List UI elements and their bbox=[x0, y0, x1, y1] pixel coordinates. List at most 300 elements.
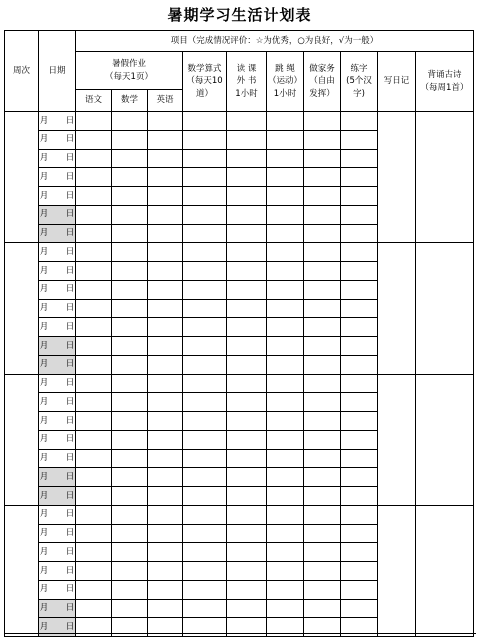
activity-cell[interactable] bbox=[304, 599, 341, 618]
activity-cell[interactable] bbox=[112, 449, 148, 468]
activity-cell[interactable] bbox=[76, 168, 112, 187]
recite-sub: （每周1首） bbox=[420, 82, 469, 93]
activity-cell[interactable] bbox=[148, 112, 183, 131]
activity-cell[interactable] bbox=[148, 599, 183, 618]
day-label: 日 bbox=[65, 209, 75, 220]
activity-cell[interactable] bbox=[148, 468, 183, 487]
recite-cell[interactable] bbox=[416, 505, 474, 636]
recite-cell[interactable] bbox=[416, 112, 474, 243]
activity-cell[interactable] bbox=[341, 130, 378, 149]
activity-cell[interactable] bbox=[267, 187, 304, 206]
activity-cell[interactable] bbox=[76, 562, 112, 581]
activity-cell[interactable] bbox=[304, 224, 341, 243]
month-label: 月 bbox=[39, 153, 49, 164]
activity-cell[interactable] bbox=[304, 318, 341, 337]
day-label: 日 bbox=[65, 378, 75, 389]
day-label: 日 bbox=[65, 603, 75, 614]
date-cell[interactable] bbox=[39, 112, 76, 131]
diary-cell[interactable] bbox=[378, 374, 416, 505]
activity-cell[interactable] bbox=[148, 543, 183, 562]
month-label: 月 bbox=[39, 359, 49, 370]
activity-cell[interactable] bbox=[183, 187, 227, 206]
activity-cell[interactable] bbox=[148, 130, 183, 149]
activity-cell[interactable] bbox=[148, 505, 183, 524]
activity-cell[interactable] bbox=[267, 224, 304, 243]
activity-cell[interactable] bbox=[112, 580, 148, 599]
diary-cell[interactable] bbox=[378, 505, 416, 636]
activity-cell[interactable] bbox=[227, 524, 267, 543]
date-cell[interactable] bbox=[39, 337, 76, 356]
activity-cell[interactable] bbox=[148, 299, 183, 318]
activity-cell[interactable] bbox=[341, 224, 378, 243]
month-label: 月 bbox=[39, 246, 49, 257]
activity-cell[interactable] bbox=[148, 412, 183, 431]
activity-cell[interactable] bbox=[267, 243, 304, 262]
activity-cell[interactable] bbox=[341, 299, 378, 318]
date-cell[interactable] bbox=[39, 149, 76, 168]
project-legend: 项目（完成情况评价：☆为优秀，○为良好，√为一般） bbox=[76, 31, 474, 52]
recite-cell[interactable] bbox=[416, 374, 474, 505]
activity-cell[interactable] bbox=[112, 299, 148, 318]
activity-cell[interactable] bbox=[341, 168, 378, 187]
activity-cell[interactable] bbox=[112, 262, 148, 281]
activity-cell[interactable] bbox=[227, 505, 267, 524]
date-cell[interactable] bbox=[39, 393, 76, 412]
activity-cell[interactable] bbox=[341, 580, 378, 599]
activity-cell[interactable] bbox=[148, 449, 183, 468]
activity-cell[interactable] bbox=[341, 393, 378, 412]
month-label: 月 bbox=[39, 565, 49, 576]
activity-cell[interactable] bbox=[112, 393, 148, 412]
reading-l3: 1小时 bbox=[235, 88, 258, 99]
activity-cell[interactable] bbox=[267, 374, 304, 393]
activity-cell[interactable] bbox=[112, 543, 148, 562]
activity-cell[interactable] bbox=[267, 487, 304, 506]
activity-cell[interactable] bbox=[183, 430, 227, 449]
activity-cell[interactable] bbox=[227, 187, 267, 206]
month-label: 月 bbox=[39, 115, 49, 126]
activity-cell[interactable] bbox=[148, 337, 183, 356]
activity-cell[interactable] bbox=[227, 318, 267, 337]
activity-cell[interactable] bbox=[304, 187, 341, 206]
activity-cell[interactable] bbox=[148, 524, 183, 543]
activity-cell[interactable] bbox=[304, 562, 341, 581]
activity-cell[interactable] bbox=[76, 374, 112, 393]
writing-header bbox=[341, 52, 378, 112]
day-label: 日 bbox=[65, 471, 75, 482]
date-cell[interactable] bbox=[39, 412, 76, 431]
activity-cell[interactable] bbox=[304, 280, 341, 299]
activity-cell[interactable] bbox=[267, 412, 304, 431]
activity-cell[interactable] bbox=[267, 562, 304, 581]
activity-cell[interactable] bbox=[267, 280, 304, 299]
activity-cell[interactable] bbox=[341, 505, 378, 524]
activity-cell[interactable] bbox=[183, 412, 227, 431]
activity-cell[interactable] bbox=[76, 299, 112, 318]
activity-cell[interactable] bbox=[341, 524, 378, 543]
activity-cell[interactable] bbox=[76, 487, 112, 506]
activity-cell[interactable] bbox=[76, 112, 112, 131]
activity-cell[interactable] bbox=[183, 374, 227, 393]
activity-cell[interactable] bbox=[341, 318, 378, 337]
day-row bbox=[5, 374, 474, 393]
activity-cell[interactable] bbox=[341, 374, 378, 393]
reading-l2: 外 书 bbox=[236, 76, 257, 87]
activity-cell[interactable] bbox=[227, 468, 267, 487]
activity-cell[interactable] bbox=[341, 149, 378, 168]
activity-cell[interactable] bbox=[76, 412, 112, 431]
month-label: 月 bbox=[39, 303, 49, 314]
activity-cell[interactable] bbox=[341, 112, 378, 131]
activity-cell[interactable] bbox=[227, 599, 267, 618]
date-header: 日期 bbox=[39, 31, 76, 112]
activity-cell[interactable] bbox=[76, 524, 112, 543]
date-cell[interactable] bbox=[39, 505, 76, 524]
activity-cell[interactable] bbox=[341, 487, 378, 506]
activity-cell[interactable] bbox=[227, 430, 267, 449]
activity-cell[interactable] bbox=[341, 468, 378, 487]
summer-homework-label: 暑假作业 bbox=[111, 59, 146, 70]
activity-cell[interactable] bbox=[76, 149, 112, 168]
activity-cell[interactable] bbox=[304, 412, 341, 431]
activity-cell[interactable] bbox=[227, 149, 267, 168]
activity-cell[interactable] bbox=[148, 562, 183, 581]
activity-cell[interactable] bbox=[183, 112, 227, 131]
activity-cell[interactable] bbox=[304, 580, 341, 599]
diary-cell[interactable] bbox=[378, 112, 416, 243]
activity-cell[interactable] bbox=[112, 168, 148, 187]
month-label: 月 bbox=[39, 546, 49, 557]
activity-cell[interactable] bbox=[112, 599, 148, 618]
activity-cell[interactable] bbox=[304, 505, 341, 524]
date-cell[interactable] bbox=[39, 187, 76, 206]
activity-cell[interactable] bbox=[112, 487, 148, 506]
activity-cell[interactable] bbox=[227, 580, 267, 599]
activity-cell[interactable] bbox=[267, 318, 304, 337]
activity-cell[interactable] bbox=[341, 187, 378, 206]
activity-cell[interactable] bbox=[267, 299, 304, 318]
date-cell[interactable] bbox=[39, 299, 76, 318]
activity-cell[interactable] bbox=[341, 430, 378, 449]
activity-cell[interactable] bbox=[304, 205, 341, 224]
activity-cell[interactable] bbox=[112, 505, 148, 524]
activity-cell[interactable] bbox=[76, 187, 112, 206]
date-cell[interactable] bbox=[39, 130, 76, 149]
activity-cell[interactable] bbox=[76, 205, 112, 224]
day-label: 日 bbox=[65, 115, 75, 126]
activity-cell[interactable] bbox=[304, 243, 341, 262]
activity-cell[interactable] bbox=[304, 149, 341, 168]
activity-cell[interactable] bbox=[183, 318, 227, 337]
chinese-header: 语文 bbox=[76, 90, 112, 112]
activity-cell[interactable] bbox=[183, 205, 227, 224]
month-label: 月 bbox=[39, 396, 49, 407]
activity-cell[interactable] bbox=[76, 449, 112, 468]
date-cell[interactable] bbox=[39, 430, 76, 449]
activity-cell[interactable] bbox=[341, 412, 378, 431]
activity-cell[interactable] bbox=[76, 355, 112, 374]
activity-cell[interactable] bbox=[183, 449, 227, 468]
activity-cell[interactable] bbox=[227, 449, 267, 468]
activity-cell[interactable] bbox=[76, 393, 112, 412]
activity-cell[interactable] bbox=[227, 562, 267, 581]
activity-cell[interactable] bbox=[76, 580, 112, 599]
activity-cell[interactable] bbox=[227, 374, 267, 393]
activity-cell[interactable] bbox=[148, 168, 183, 187]
activity-cell[interactable] bbox=[267, 524, 304, 543]
activity-cell[interactable] bbox=[341, 449, 378, 468]
activity-cell[interactable] bbox=[183, 243, 227, 262]
activity-cell[interactable] bbox=[148, 224, 183, 243]
activity-cell[interactable] bbox=[183, 168, 227, 187]
date-cell[interactable] bbox=[39, 205, 76, 224]
activity-cell[interactable] bbox=[148, 393, 183, 412]
activity-cell[interactable] bbox=[227, 299, 267, 318]
activity-cell[interactable] bbox=[304, 524, 341, 543]
date-cell[interactable] bbox=[39, 280, 76, 299]
activity-cell[interactable] bbox=[183, 393, 227, 412]
date-cell[interactable] bbox=[39, 355, 76, 374]
activity-cell[interactable] bbox=[227, 243, 267, 262]
activity-cell[interactable] bbox=[76, 599, 112, 618]
activity-cell[interactable] bbox=[267, 112, 304, 131]
page-title: 暑期学习生活计划表 bbox=[167, 6, 312, 24]
date-cell[interactable] bbox=[39, 580, 76, 599]
activity-cell[interactable] bbox=[76, 318, 112, 337]
activity-cell[interactable] bbox=[227, 355, 267, 374]
chores-l2: （自由 bbox=[309, 76, 335, 87]
activity-cell[interactable] bbox=[267, 599, 304, 618]
activity-cell[interactable] bbox=[267, 430, 304, 449]
month-label: 月 bbox=[39, 284, 49, 295]
activity-cell[interactable] bbox=[267, 337, 304, 356]
activity-cell[interactable] bbox=[76, 468, 112, 487]
date-cell[interactable] bbox=[39, 449, 76, 468]
activity-cell[interactable] bbox=[341, 205, 378, 224]
activity-cell[interactable] bbox=[304, 168, 341, 187]
activity-cell[interactable] bbox=[76, 262, 112, 281]
activity-cell[interactable] bbox=[112, 280, 148, 299]
activity-cell[interactable] bbox=[227, 487, 267, 506]
activity-cell[interactable] bbox=[304, 430, 341, 449]
activity-cell[interactable] bbox=[183, 562, 227, 581]
activity-cell[interactable] bbox=[304, 337, 341, 356]
activity-cell[interactable] bbox=[112, 112, 148, 131]
activity-cell[interactable] bbox=[267, 130, 304, 149]
date-cell[interactable] bbox=[39, 374, 76, 393]
activity-cell[interactable] bbox=[183, 543, 227, 562]
date-cell[interactable] bbox=[39, 562, 76, 581]
month-label: 月 bbox=[39, 490, 49, 501]
date-cell[interactable] bbox=[39, 168, 76, 187]
activity-cell[interactable] bbox=[341, 243, 378, 262]
activity-cell[interactable] bbox=[76, 337, 112, 356]
activity-cell[interactable] bbox=[183, 524, 227, 543]
activity-cell[interactable] bbox=[341, 355, 378, 374]
day-label: 日 bbox=[65, 434, 75, 445]
activity-cell[interactable] bbox=[112, 412, 148, 431]
activity-cell[interactable] bbox=[267, 149, 304, 168]
activity-cell[interactable] bbox=[267, 580, 304, 599]
activity-cell[interactable] bbox=[227, 262, 267, 281]
activity-cell[interactable] bbox=[183, 487, 227, 506]
chores-header bbox=[304, 52, 341, 112]
activity-cell[interactable] bbox=[112, 205, 148, 224]
diary-cell[interactable] bbox=[378, 243, 416, 374]
writing-l2: (5个汉 bbox=[346, 76, 372, 87]
activity-cell[interactable] bbox=[183, 355, 227, 374]
activity-cell[interactable] bbox=[148, 580, 183, 599]
date-cell[interactable] bbox=[39, 599, 76, 618]
activity-cell[interactable] bbox=[112, 130, 148, 149]
month-label: 月 bbox=[39, 340, 49, 351]
activity-cell[interactable] bbox=[76, 130, 112, 149]
activity-cell[interactable] bbox=[183, 468, 227, 487]
activity-cell[interactable] bbox=[183, 262, 227, 281]
activity-cell[interactable] bbox=[148, 187, 183, 206]
reading-l1: 读 课 bbox=[236, 64, 257, 75]
activity-cell[interactable] bbox=[304, 374, 341, 393]
activity-cell[interactable] bbox=[76, 224, 112, 243]
month-label: 月 bbox=[39, 134, 49, 145]
activity-cell[interactable] bbox=[304, 112, 341, 131]
rope-header bbox=[267, 52, 304, 112]
reading-header bbox=[227, 52, 267, 112]
date-cell[interactable] bbox=[39, 224, 76, 243]
activity-cell[interactable] bbox=[112, 355, 148, 374]
activity-cell[interactable] bbox=[183, 337, 227, 356]
week-cell[interactable] bbox=[5, 505, 39, 636]
activity-cell[interactable] bbox=[227, 393, 267, 412]
activity-cell[interactable] bbox=[112, 524, 148, 543]
activity-cell[interactable] bbox=[112, 187, 148, 206]
activity-cell[interactable] bbox=[148, 149, 183, 168]
activity-cell[interactable] bbox=[341, 337, 378, 356]
activity-cell[interactable] bbox=[148, 262, 183, 281]
activity-cell[interactable] bbox=[227, 205, 267, 224]
activity-cell[interactable] bbox=[183, 580, 227, 599]
activity-cell[interactable] bbox=[183, 130, 227, 149]
activity-cell[interactable] bbox=[112, 430, 148, 449]
activity-cell[interactable] bbox=[148, 318, 183, 337]
activity-cell[interactable] bbox=[267, 543, 304, 562]
activity-cell[interactable] bbox=[76, 430, 112, 449]
activity-cell[interactable] bbox=[304, 449, 341, 468]
activity-cell[interactable] bbox=[148, 487, 183, 506]
activity-cell[interactable] bbox=[148, 355, 183, 374]
activity-cell[interactable] bbox=[304, 130, 341, 149]
month-label: 月 bbox=[39, 190, 49, 201]
month-label: 月 bbox=[39, 453, 49, 464]
activity-cell[interactable] bbox=[227, 130, 267, 149]
activity-cell[interactable] bbox=[183, 280, 227, 299]
activity-cell[interactable] bbox=[148, 280, 183, 299]
activity-cell[interactable] bbox=[183, 299, 227, 318]
date-cell[interactable] bbox=[39, 243, 76, 262]
bottom-divider bbox=[4, 633, 476, 634]
activity-cell[interactable] bbox=[148, 205, 183, 224]
activity-cell[interactable] bbox=[227, 337, 267, 356]
activity-cell[interactable] bbox=[76, 243, 112, 262]
activity-cell[interactable] bbox=[304, 355, 341, 374]
recite-cell[interactable] bbox=[416, 243, 474, 374]
activity-cell[interactable] bbox=[304, 543, 341, 562]
activity-cell[interactable] bbox=[112, 374, 148, 393]
activity-cell[interactable] bbox=[227, 543, 267, 562]
activity-cell[interactable] bbox=[304, 468, 341, 487]
activity-cell[interactable] bbox=[76, 280, 112, 299]
activity-cell[interactable] bbox=[267, 393, 304, 412]
activity-cell[interactable] bbox=[227, 280, 267, 299]
date-cell[interactable] bbox=[39, 262, 76, 281]
activity-cell[interactable] bbox=[267, 262, 304, 281]
week-cell[interactable] bbox=[5, 374, 39, 505]
recite-header bbox=[416, 52, 474, 112]
activity-cell[interactable] bbox=[148, 374, 183, 393]
activity-cell[interactable] bbox=[341, 599, 378, 618]
activity-cell[interactable] bbox=[112, 149, 148, 168]
activity-cell[interactable] bbox=[341, 543, 378, 562]
activity-cell[interactable] bbox=[183, 505, 227, 524]
day-label: 日 bbox=[65, 228, 75, 239]
activity-cell[interactable] bbox=[267, 468, 304, 487]
activity-cell[interactable] bbox=[341, 262, 378, 281]
activity-cell[interactable] bbox=[267, 205, 304, 224]
date-cell[interactable] bbox=[39, 487, 76, 506]
day-label: 日 bbox=[65, 190, 75, 201]
activity-cell[interactable] bbox=[112, 318, 148, 337]
math-header: 数学 bbox=[112, 90, 148, 112]
activity-cell[interactable] bbox=[148, 430, 183, 449]
day-label: 日 bbox=[65, 153, 75, 164]
activity-cell[interactable] bbox=[227, 112, 267, 131]
activity-cell[interactable] bbox=[112, 243, 148, 262]
activity-cell[interactable] bbox=[112, 562, 148, 581]
activity-cell[interactable] bbox=[227, 412, 267, 431]
activity-cell[interactable] bbox=[267, 168, 304, 187]
date-cell[interactable] bbox=[39, 543, 76, 562]
activity-cell[interactable] bbox=[267, 449, 304, 468]
activity-cell[interactable] bbox=[183, 224, 227, 243]
activity-cell[interactable] bbox=[183, 599, 227, 618]
activity-cell[interactable] bbox=[227, 168, 267, 187]
activity-cell[interactable] bbox=[304, 487, 341, 506]
date-cell[interactable] bbox=[39, 318, 76, 337]
activity-cell[interactable] bbox=[304, 393, 341, 412]
activity-cell[interactable] bbox=[112, 224, 148, 243]
activity-cell[interactable] bbox=[341, 280, 378, 299]
week-cell[interactable] bbox=[5, 243, 39, 374]
date-cell[interactable] bbox=[39, 468, 76, 487]
date-cell[interactable] bbox=[39, 524, 76, 543]
activity-cell[interactable] bbox=[227, 224, 267, 243]
activity-cell[interactable] bbox=[267, 355, 304, 374]
activity-cell[interactable] bbox=[76, 543, 112, 562]
day-label: 日 bbox=[65, 415, 75, 426]
activity-cell[interactable] bbox=[267, 505, 304, 524]
activity-cell[interactable] bbox=[304, 262, 341, 281]
activity-cell[interactable] bbox=[112, 337, 148, 356]
week-cell[interactable] bbox=[5, 112, 39, 243]
activity-cell[interactable] bbox=[183, 149, 227, 168]
activity-cell[interactable] bbox=[148, 243, 183, 262]
activity-cell[interactable] bbox=[304, 299, 341, 318]
day-label: 日 bbox=[65, 246, 75, 257]
day-label: 日 bbox=[65, 340, 75, 351]
activity-cell[interactable] bbox=[76, 505, 112, 524]
activity-cell[interactable] bbox=[341, 562, 378, 581]
activity-cell[interactable] bbox=[112, 468, 148, 487]
